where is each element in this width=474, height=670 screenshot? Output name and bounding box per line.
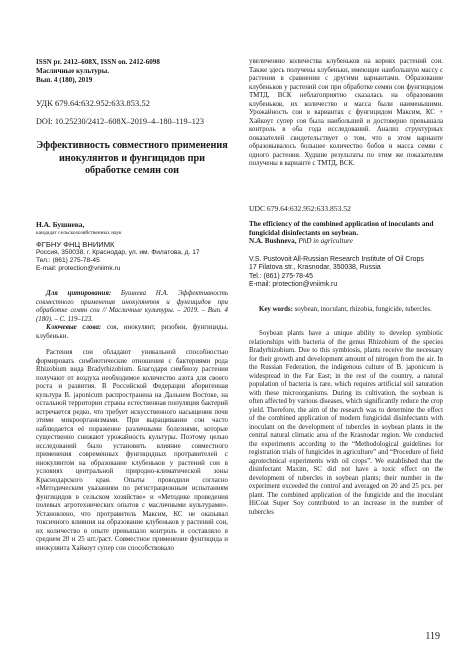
author-name-ru: Н.А. Бушнева, [36, 220, 85, 229]
phone-en: Tel.: (861) 275-78-45 [249, 272, 313, 280]
author-degree-ru: кандидат сельскохозяйственных наук [36, 229, 122, 236]
org-abbr-ru: ФГБНУ ФНЦ ВНИИМК [36, 240, 115, 249]
address-en: 17 Filatova str., Krasnodar, 350038, Russia [249, 264, 381, 272]
citation-text: Бушнева Н.А. Эффективность совместного применения инокулянтов и фунгицидов при обработке семян сои // Масличные культуры. – 2019. – Вып. 4 (180). – С. 119–123. [36, 290, 228, 323]
article-title-en [249, 220, 443, 246]
citation-ru [36, 290, 228, 324]
udc-en: UDC 679.64:632.952:633.853.52 [249, 204, 351, 213]
institute-en: V.S. Pustovoit All-Russian Research Institute of Oil Crops [249, 256, 424, 263]
abstract-ru-continued: увеличению количества клубеньков на корнях растений сои. Также здесь получены клубеньки, имеющие наибольшую массу с растения в сравнении с другими вариантами. Образование клубеньков у растений сои при обработке семян сои фунгицидом ТМТД, ВСК неблагоприятно сказалась на образовании клубеньков, их количество и масса были наименьшими. Урожайность сои в вариантах с фунгицидом Максим, КС + Хайкоут супер соя была наибольшей и достоверно превышала контроль в оба года исследований. Анализ структурных показателей свидетельствует о том, что в этом варианте образовывалось большее количество бобов и масса семян с одного растения. Худшие результаты по этим же показателям получены в варианте с ТМТД, ВСК. [249, 58, 443, 167]
email-en: E-mail: protection@vniimk.ru [249, 280, 338, 288]
article-title-ru: Эффективность совместного применения инокулянтов и фунгицидов при обработке семян сои [36, 140, 228, 177]
title-en-text: The efficiency of the combined application of inoculants and fungicidal disinfectants on soybean. [249, 220, 434, 237]
phone-ru: Тел.: (861) 275-78-45 [36, 257, 100, 265]
email-ru: E-mail: protection@vniimk.ru [36, 265, 121, 273]
address-ru: Россия, 350038, г. Краснодар, ул. им. Филатова, д. 17 [36, 249, 200, 256]
author-block-ru [36, 221, 228, 237]
doi-ru: DOI: 10.25230/2412–608X–2019–4–180–119–123 [36, 117, 204, 126]
journal-name: Масличные культуры. [36, 67, 110, 75]
udc-ru: УДК 679.64:632.952:633.853.52 [36, 98, 150, 108]
abstract-en: Soybean plants have a unique ability to develop symbiotic relationships with bacteria of the genus Rhizobium of the species Bradyrhizobium. Due to this symbiosis, plants receive the necessary for their growth and development amount of nitrogen from the air. In the Russian Federation, the indigenous culture of B. japonicum is widespread in the Far East; in the rest of the country, a natural population of bacteria is rare, which requires artificial soil saturation with these microorganisms. During its cultivation, the soybean is often affected by various diseases, which significantly reduce the crop yield. Therefore, the aim of the research was to determine the effect of the combined application of modern fungicidal disinfectants with inoculant on the development of tubercles in soybean plants in the central natural climatic area of the Krasnodar region. We conducted the experiments according to the “Methodological guidelines for registration trials of fungicides in agriculture” and “Procedure of field agrotechnical experiments with oil crops”. We established that the disinfectant Maxim, SC did not have a toxic effect on the development of tubercles in soybean plants; their number in the experiment exceeded the control and averaged on 20 and 25 pcs. per plant. The combined application of the fungicide and the inoculant HiCoat Super Soy contributed to an increase in the number of tubercles [249, 330, 443, 516]
keywords-label-ru: Ключевые слова: [46, 324, 102, 331]
issn-line: ISSN pr. 2412–608X, ISSN on. 2412-6098 [36, 58, 160, 66]
keywords-label-en: Key words: [259, 306, 293, 313]
journal-header [36, 58, 228, 85]
keywords-ru [36, 324, 228, 341]
keywords-en [249, 306, 443, 315]
issue-line: Вып. 4 (180), 2019 [36, 76, 93, 84]
citation-label: Для цитирования: [46, 290, 112, 297]
keywords-text-en: soybean, inoculant, rhizobia, fungicide, tubercles. [294, 306, 432, 313]
keywords-text-ru: соя, инокулянт, ризобии, фунгициды, клубеньки. [36, 324, 228, 340]
page-number: 119 [425, 631, 440, 642]
author-degree-en: PhD in agriculture [298, 237, 353, 246]
affiliation-ru [36, 240, 228, 274]
affiliation-en [249, 256, 443, 289]
abstract-ru: Растения сои обладают уникальной способностью формировать симбиотические отношения с бактериями рода Rhizobium вида Bradyrhizobium. Благодаря симбиозу растения получают от воздуха необходимое количество азота для своего роста и развития. В Российской Федерации аборигенная культура B. japonicum распространена на Дальнем Востоке, на остальной территории страны естественная популяция бактерий встречается редко, что требует искусственного насыщения почв этими микроорганизмами. При выращивании сои часто наблюдается её поражение различными болезнями, которые существенно снижают урожайность культуры. Поэтому целью исследований было установить влияние совместного применения современных фунгицидных протравителей с инокулянтом на образование клубеньков у растений сои в условиях центральной природно-климатической зоны Краснодарского края. Опыты проводили согласно «Методическим указаниям по регистрационным испытаниям фунгицидов в сельском хозяйстве» и «Методике проведения полевых агротехнических опытов с масличными культурами». Установлено, что протравитель Максим, КС не оказывал токсичного влияния на образование клубеньков у растений сои, их количество в опыте превышало контроль и составляло в среднем 20 и 25 шт./раст. Совместное применение фунгицида и инокулянта Хайкоут супер сои способствовало [36, 349, 228, 552]
author-name-en: N.A. Bushneva, [249, 237, 297, 246]
